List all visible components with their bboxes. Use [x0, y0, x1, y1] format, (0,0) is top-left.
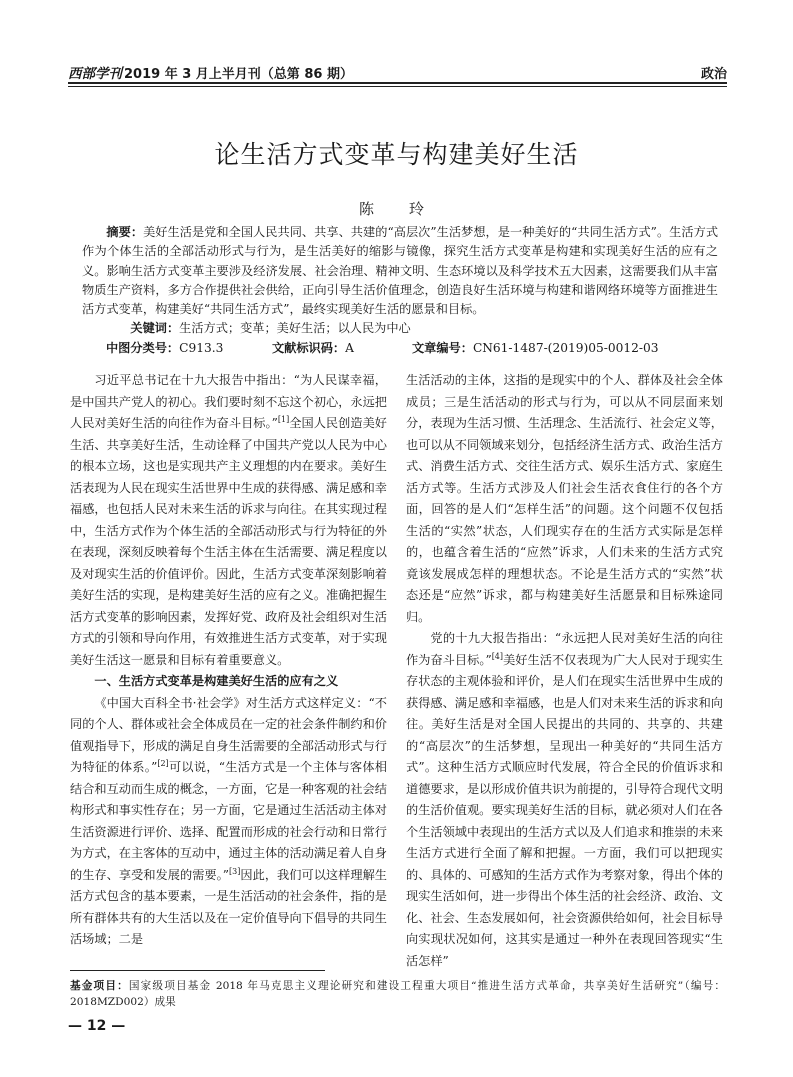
section-label: 政治: [700, 67, 727, 82]
section-heading: 一、生活方式变革是构建美好生活的应有之义: [94, 674, 339, 688]
header-rule-thin: [68, 86, 727, 87]
footnote-rule: [70, 970, 325, 971]
journal-info: [68, 62, 353, 82]
article-author: 陈 玲: [358, 200, 434, 218]
abstract-paragraph: [82, 223, 718, 319]
citation-ref: [2]: [157, 759, 169, 768]
abstract-block: [82, 223, 718, 358]
clc-number: [106, 339, 223, 358]
clc-value: C913.3: [179, 340, 224, 355]
citation-ref: [3]: [229, 866, 241, 876]
body-column-right: [406, 370, 723, 972]
body-paragraph: 生活活动的主体，这指的是现实中的个人、群体及社会全体成员；三是生活活动的形式与行为，可以从不同层面来划分，表现为生活习惯、生活理念、生活流行、社会定义等，也可以从不同领域来划分，包括经济生活方式、政治生活方式、消费生活方式、交往生活方式、娱乐生活方式、家庭生活方式等。生活方式涉及人们社会生活衣食住行的各个方面，回答的是人们“怎样生活”的问题。这个问题不仅包括生活的“实然”状态，人们现实存在的生活方式实际是怎样的，也蕴含着生活的“应然”诉求，人们未来的生活方式究竟该发展成怎样的理想状态。不论是生活方式的“实然”状态还是“应然”诉求，都与构建美好生活愿景和目标殊途同归。: [406, 373, 723, 624]
body-text: 全国人民创造美好生活、共享美好生活，生动诠释了中国共产党以人民为中心的根本立场，这也是实现共产主义理想的内在要求。美好生活表现为人民在现实生活世界中生成的获得感、满足感和幸福感，也包括人民对未来生活的诉求与向往。在其实现过程中，生活方式作为个体生活的全部活动形式与行为特征的外在表现，深刻反映着每个生活主体在生活需要、满足程度以及对现实生活的价值评价。因此，生活方式变革深刻影响着美好生活的实现，是构建美好生活的应有之义。准确把握生活方式变革的影响因素，发挥好党、政府及社会组织对生活方式的引领和导向作用，有效推进生活方式变革，对于实现美好生活这一愿景和目标有着重要意义。: [70, 416, 387, 667]
running-header: [68, 60, 727, 82]
funding-footnote: [70, 978, 725, 1010]
article-number: [412, 339, 658, 358]
keywords-label: 关键词：: [130, 321, 180, 336]
article-number-value: CN61-1487-(2019)05-0012-03: [472, 340, 659, 355]
citation-ref: [4]: [491, 651, 504, 661]
doc-code: [272, 339, 354, 358]
article-number-label: 文章编号：: [412, 340, 473, 355]
body-paragraph: [70, 370, 387, 671]
page-number: — 12 —: [68, 1018, 126, 1034]
body-text: 美好生活不仅表现为广大人民对于现实生存状态的主观体验和评价，是人们在现实生活世界中生成的获得感、满足感和幸福感，也是人们对未来生活的诉求和向往。美好生活是对全国人民提出的共同的、共享的、共建的“高层次”的生活梦想，呈现出一种美好的“共同生活方式”。这种生活方式顺应时代发展，符合全民的价值诉求和道德要求，是以形成价值共识为前提的，引导符合现代文明的生活价值观。要实现美好生活的目标，就必须对人们在各个生活领域中表现出的生活方式以及人们追求和推崇的未来生活方式进行全面了解和把握。一方面，我们可以把现实的、具体的、可感知的生活方式作为考察对象，得出个体的现实生活如何，进一步得出个体生活的社会经济、政治、文化、社会、生态发展如何，社会资源供给如何，社会目标导向实现状况如何，这其实是通过一种外在表现回答现实“生活怎样”: [406, 652, 724, 968]
body-text: 习近平总书记在十九大报告中指出：“为人民谋幸福，是中国共产党人的初心。我们要时刻不忘这个初心，永远把人民对美好生活的向往作为奋斗目标。”: [70, 373, 387, 430]
doc-code-value: A: [345, 340, 354, 355]
body-paragraph: [406, 628, 723, 972]
journal-name: 西部学刊: [68, 66, 122, 82]
header-rule-thick: [68, 82, 727, 84]
body-text: 因此，我们可以这样理解生活方式包含的基本要素，一是生活活动的社会条件，指的是所有群体共有的大生活以及在一定价值导向下倡导的共同生活场域；二是: [70, 867, 387, 946]
body-paragraph: [70, 693, 387, 951]
citation-ref: [1]: [277, 415, 290, 424]
body-column-left: [70, 370, 387, 951]
keywords-text: 生活方式；变革；美好生活；以人民为中心: [179, 321, 411, 336]
footnote-label: 基金项目：: [70, 980, 129, 992]
body-text: 党的十九大报告指出：“永远把人民对美好生活的向往作为奋斗目标。”: [406, 631, 723, 667]
doc-code-label: 文献标识码：: [272, 340, 346, 355]
article-title: 论生活方式变革与构建美好生活: [214, 140, 579, 169]
footnote-text: 国家级项目基金 2018 年马克思主义理论研究和建设工程重大项目“推进生活方式革命，共享美好生活研究”（编号：2018MZD002）成果: [70, 980, 725, 1008]
classification-line: [82, 339, 718, 358]
keywords-line: [82, 319, 718, 338]
abstract-label: 摘要：: [106, 225, 144, 239]
body-text: 可以说，“生活方式是一个主体与客体相结合和互动而生成的概念，一方面，它是一种客观的社会结构形式和事实性存在；另一方面，它是通过生活活动主体对生活资源进行评价、选择、配置而形成的社会行动和日常行为方式，在主客体的互动中，通过主体的活动满足着人自身的生存、享受和发展的需要。”: [70, 760, 387, 882]
clc-label: 中图分类号：: [106, 340, 180, 355]
body-text: 《中国大百科全书·社会学》对生活方式这样定义：“不同的个人、群体或社会全体成员在一定的社会条件制约和价值观指导下，形成的满足自身生活需要的全部活动形式与行为特征的体系。”: [70, 695, 387, 774]
issue-info: 2019 年 3 月上半月刊（总第 86 期）: [124, 67, 353, 82]
abstract-text: 美好生活是党和全国人民共同、共享、共建的“高层次”生活梦想，是一种美好的“共同生活方式”。生活方式作为个体生活的全部活动形式与行为，是生活美好的缩影与镜像，探究生活方式变革是构建和实现美好生活的应有之义。影响生活方式变革主要涉及经济发展、社会治理、精神文明、生态环境以及科学技术五大因素，这需要我们从丰富物质生产资料，多方合作提供社会供给，正向引导生活价值理念，创造良好生活环境与构建和谐网络环境等方面推进生活方式变革，构建美好“共同生活方式”，最终实现美好生活的愿景和目标。: [82, 225, 719, 317]
